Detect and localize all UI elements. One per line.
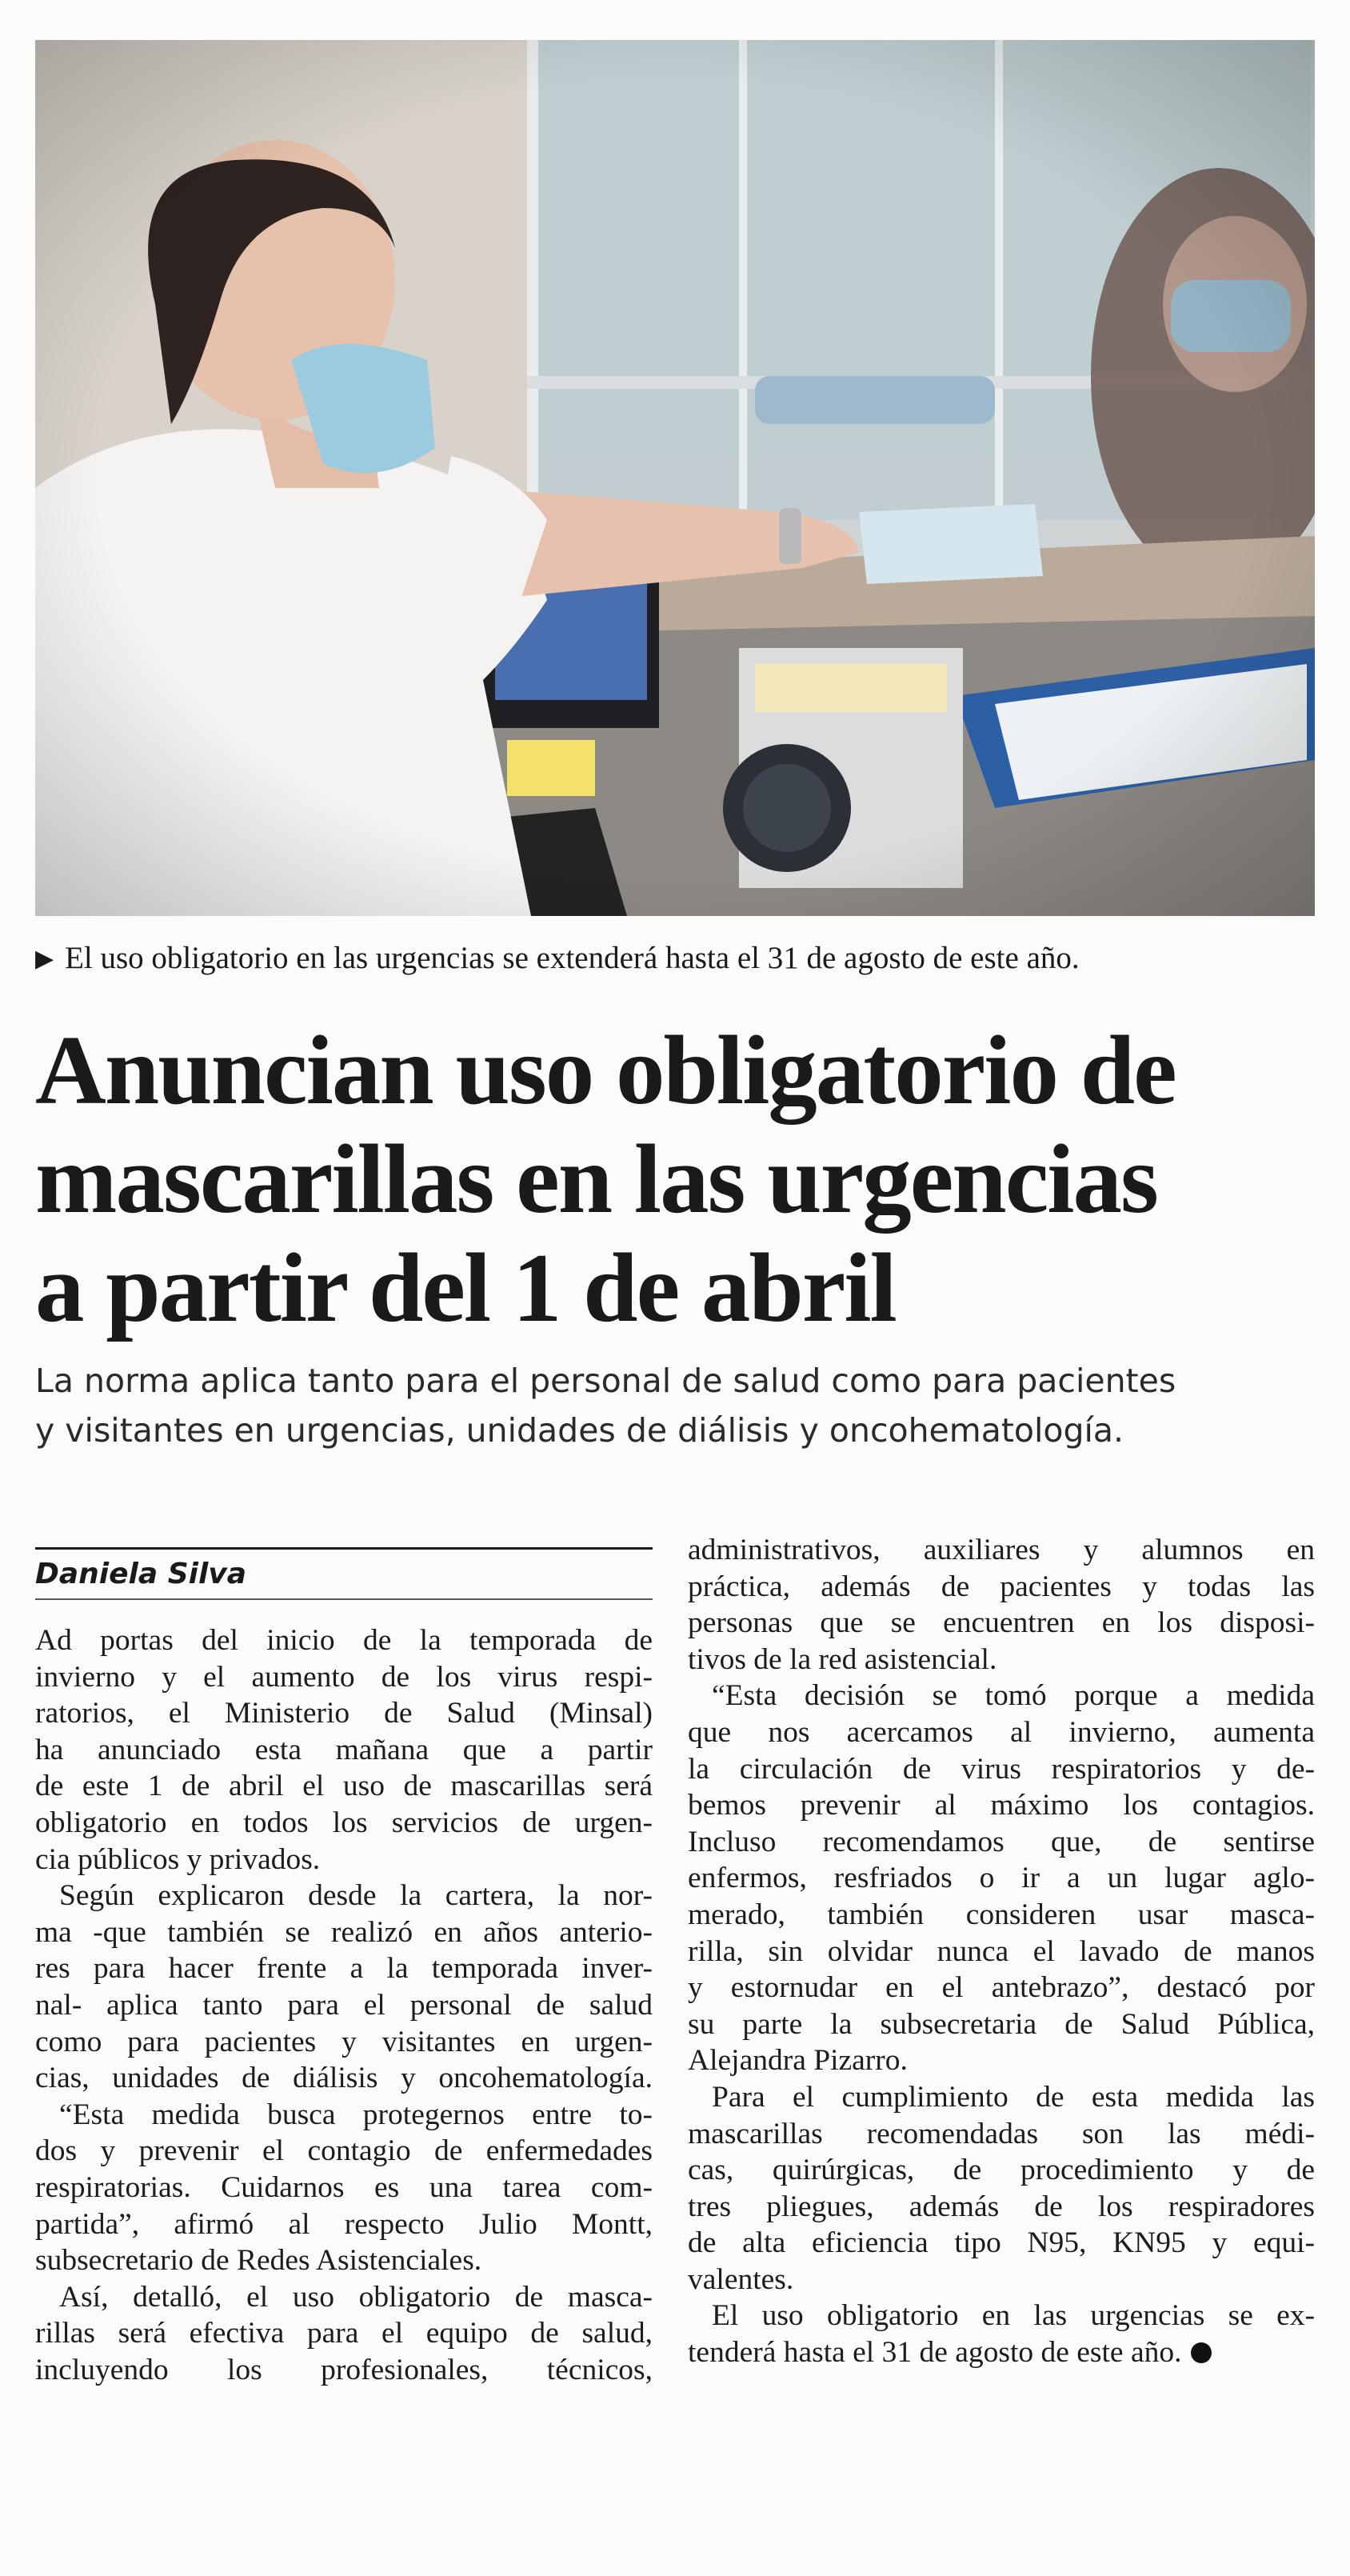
- body-line: “Esta decisión se tomó porque a medida: [712, 1679, 1315, 1713]
- body-line: de alta eficiencia tipo N95, KN95 y equi-: [688, 2226, 1315, 2260]
- body-line: res para hacer frente a la temporada inver-: [35, 1952, 653, 1986]
- body-line: la circulación de virus respiratorios y de-: [688, 1752, 1315, 1786]
- body-line: administrativos, auxiliares y alumnos en: [688, 1534, 1315, 1566]
- photo-caption: [35, 934, 1315, 983]
- body-line: bemos prevenir al máximo los contagios.: [688, 1789, 1315, 1822]
- body-line: invierno y el aumento de los virus respi-: [35, 1660, 653, 1694]
- body-line: enfermos, resfriados o ir a un lugar aglo-: [688, 1862, 1315, 1895]
- body-line: El uso obligatorio en las urgencias se ex-: [712, 2299, 1315, 2333]
- body-line: Alejandra Pizarro.: [688, 2044, 908, 2078]
- byline: Daniela Silva: [35, 1558, 247, 1590]
- deck-line: y visitantes en urgencias, unidades de diálisis y oncohematología.: [35, 1411, 1124, 1450]
- body-line: cias, unidades de diálisis y oncohematología.: [35, 2062, 653, 2095]
- body-line: [688, 2334, 1315, 2371]
- headline-line: mascarillas en las urgencias: [35, 1124, 1157, 1234]
- body-line: incluyendo los profesionales, técnicos,: [35, 2353, 653, 2386]
- body-line: Incluso recomendamos que, de sentirse: [688, 1825, 1315, 1858]
- deck-line: La norma aplica tanto para el personal de salud como para pacientes: [35, 1362, 1176, 1400]
- body-line: de este 1 de abril el uso de mascarillas será: [35, 1770, 653, 1803]
- body-line: dos y prevenir el contagio de enfermedades: [35, 2134, 653, 2168]
- body-line: valentes.: [688, 2262, 794, 2296]
- body-line: rilla, sin olvidar nunca el lavado de manos: [688, 1934, 1315, 1968]
- caption-arrow-icon: ▶: [35, 946, 54, 972]
- body-line: Ad portas del inicio de la temporada de: [35, 1624, 653, 1657]
- article-photo: [35, 40, 1315, 916]
- body-line: partida”, afirmó al respecto Julio Montt,: [35, 2207, 653, 2241]
- body-line: cia públicos y privados.: [35, 1842, 321, 1876]
- body-line: práctica, además de pacientes y todas las: [688, 1570, 1315, 1603]
- body-line: y estornudar en el antebrazo”, destacó por: [688, 1971, 1315, 2005]
- body-line: Para el cumplimiento de esta medida las: [712, 2080, 1315, 2114]
- caption-text: El uso obligatorio en las urgencias se extenderá hasta el 31 de agosto de este año.: [65, 941, 1080, 975]
- column-top-rule: [35, 1547, 653, 1550]
- nurse-handing-mask-photo: [35, 40, 1315, 916]
- body-line: como para pacientes y visitantes en urgen-: [35, 2025, 653, 2058]
- headline-line: a partir del 1 de abril: [35, 1233, 896, 1342]
- body-line: cas, quirúrgicas, de procedimiento y de: [688, 2154, 1315, 2187]
- body-line: ha anunciado esta mañana que a partir: [35, 1733, 653, 1766]
- headline: [35, 1016, 1331, 1342]
- body-line: merado, también consideren usar masca-: [688, 1898, 1315, 1931]
- body-line: Según explicaron desde la cartera, la nor-: [59, 1879, 653, 1913]
- body-line: personas que se encuentren en los disposi-: [688, 1606, 1315, 1640]
- body-line: obligatorio en todos los servicios de urgen-: [35, 1806, 653, 1839]
- byline-rule: [35, 1598, 653, 1600]
- body-line: rillas será efectiva para el equipo de salud,: [35, 2317, 653, 2350]
- body-line: nal- aplica tanto para el personal de salud: [35, 1988, 653, 2022]
- headline-line: Anuncian uso obligatorio de: [35, 1015, 1176, 1125]
- body-line: subsecretario de Redes Asistenciales.: [35, 2244, 482, 2278]
- body-column-right: [688, 1532, 1315, 2371]
- body-line: que nos acercamos al invierno, aumenta: [688, 1715, 1315, 1749]
- body-line: respiratorias. Cuidarnos es una tarea com-: [35, 2170, 653, 2204]
- body-line-text: tenderá hasta el 31 de agosto de este año.: [688, 2336, 1182, 2370]
- body-line: ma -que también se realizó en años anterio-: [35, 1915, 653, 1949]
- body-line: Así, detalló, el uso obligatorio de masca-: [59, 2280, 653, 2314]
- body-line: su parte la subsecretaria de Salud Pública,: [688, 2007, 1315, 2041]
- body-line: tivos de la red asistencial.: [688, 1642, 997, 1676]
- deck-subtitle: [35, 1356, 1315, 1455]
- body-line: ratorios, el Ministerio de Salud (Minsal): [35, 1697, 653, 1730]
- body-line: mascarillas recomendadas son las médi-: [688, 2117, 1315, 2150]
- body-line: “Esta medida busca protegernos entre to-: [59, 2098, 653, 2131]
- end-of-article-dot-icon: [1191, 2342, 1212, 2363]
- body-line: tres pliegues, además de los respiradores: [688, 2190, 1315, 2223]
- body-column-left: [35, 1622, 653, 2388]
